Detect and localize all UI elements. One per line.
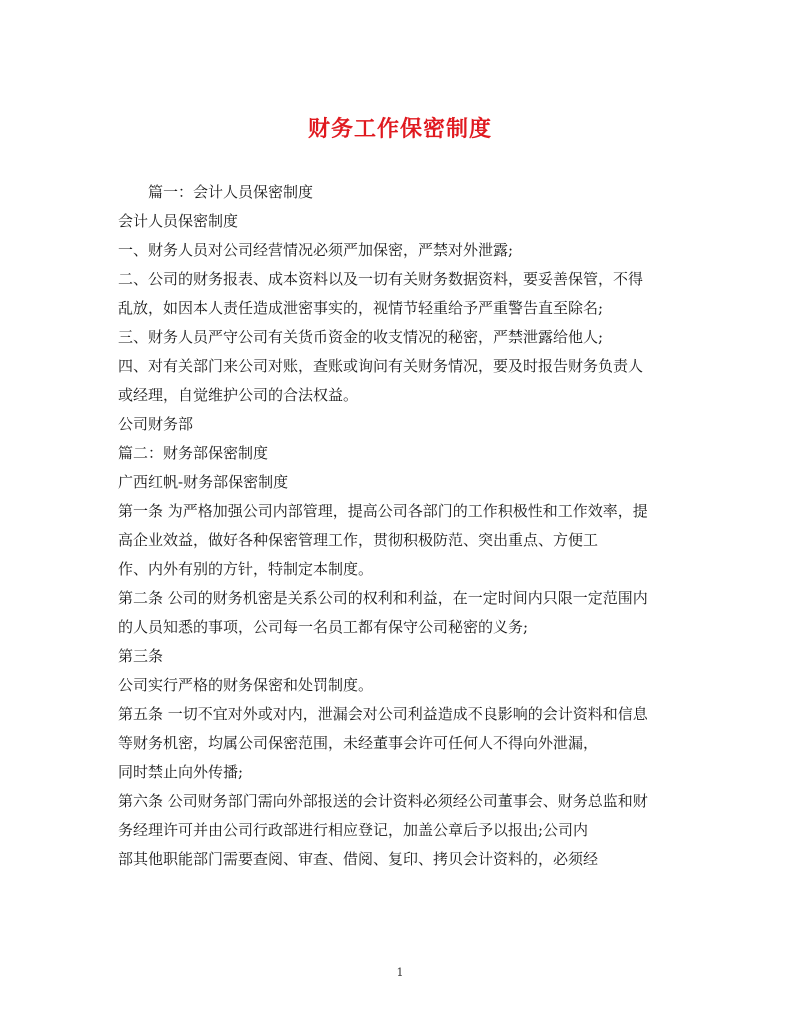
page-number: 1 — [396, 966, 404, 979]
document-body — [118, 178, 688, 874]
paragraph-line: 第六条 公司财务部门需向外部报送的会计资料必须经公司董事会、财务总监和财 — [118, 792, 648, 810]
paragraph-line: 第一条 为严格加强公司内部管理，提高公司各部门的工作积极性和工作效率，提 — [118, 502, 648, 520]
paragraph-line: 会计人员保密制度 — [118, 212, 239, 230]
paragraph-line: 部其他职能部门需要查阅、审查、借阅、复印、拷贝会计资料的，必须经 — [118, 850, 599, 868]
document-title: 财务工作保密制度 — [307, 117, 492, 142]
section-heading-1: 篇一：会计人员保密制度 — [148, 183, 314, 201]
paragraph-line: 第五条 一切不宜对外或对内，泄漏会对公司利益造成不良影响的会计资料和信息 — [118, 705, 648, 723]
paragraph-line: 务经理许可并由公司行政部进行相应登记，加盖公章后予以报出;公司内 — [118, 821, 589, 839]
paragraph-line: 四、对有关部门来公司对账，查账或询问有关财务情况，要及时报告财务负责人 — [118, 357, 644, 375]
paragraph-line: 三、财务人员严守公司有关货币资金的收支情况的秘密，严禁泄露给他人; — [118, 328, 604, 346]
paragraph-line: 的人员知悉的事项，公司每一名员工都有保守公司秘密的义务; — [118, 618, 529, 636]
paragraph-line: 广西红帆-财务部保密制度 — [118, 473, 289, 491]
section-heading-2: 篇二：财务部保密制度 — [118, 444, 269, 462]
paragraph-line: 等财务机密，均属公司保密范围，未经董事会许可任何人不得向外泄漏， — [118, 734, 599, 752]
paragraph-line: 或经理，自觉维护公司的合法权益。 — [118, 386, 359, 404]
paragraph-line: 第三条 — [118, 647, 164, 665]
paragraph-line: 公司实行严格的财务保密和处罚制度。 — [118, 676, 374, 694]
paragraph-line: 高企业效益，做好各种保密管理工作，贯彻积极防范、突出重点、方便工 — [118, 531, 599, 549]
paragraph-line: 同时禁止向外传播; — [118, 763, 244, 781]
paragraph-line: 二、公司的财务报表、成本资料以及一切有关财务数据资料，要妥善保管，不得 — [118, 270, 644, 288]
paragraph-line: 一、财务人员对公司经营情况必须严加保密，严禁对外泄露; — [118, 241, 514, 259]
paragraph-line: 公司财务部 — [118, 415, 194, 433]
paragraph-line: 作、内外有别的方针，特制定本制度。 — [118, 560, 374, 578]
paragraph-line: 第二条 公司的财务机密是关系公司的权利和利益，在一定时间内只限一定范围内 — [118, 589, 648, 607]
paragraph-line: 乱放，如因本人责任造成泄密事实的，视情节轻重给予严重警告直至除名; — [118, 299, 604, 317]
